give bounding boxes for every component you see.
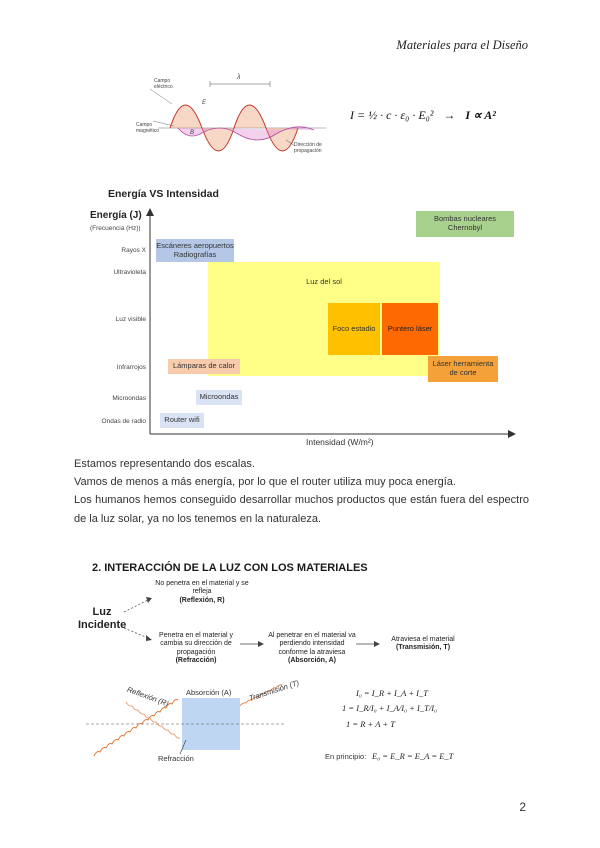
magnetic-field-label: Campo magnético: [136, 122, 160, 134]
refraccion-label: Refracción: [158, 754, 194, 763]
paragraph-1: Estamos representando dos escalas.: [74, 458, 255, 470]
refraccion-note-bold: (Refracción): [175, 657, 217, 665]
box-foco-estadio: Foco estadio: [328, 303, 380, 355]
chart-title: Energía VS Intensidad: [108, 188, 219, 200]
paragraph-2: Vamos de menos a más energía, por lo que el router utiliza muy poca energía.: [74, 476, 456, 488]
y-tick-luz-visible: Luz visible: [115, 316, 146, 323]
e-vector-label: E: [202, 100, 207, 106]
box-bombas-nucleares: Bombas nucleares Chernobyl: [416, 211, 514, 237]
paragraph-3: Los humanos hemos conseguido desarrollar muchos productos que están fuera del espectro de la luz solar, ya no los tenemos en la naturaleza.: [74, 494, 529, 525]
interaction-diagram: [70, 576, 510, 676]
electric-field-label: Campo eléctrico: [154, 78, 173, 90]
energy-intensity-chart: [86, 208, 526, 452]
x-axis-label: Intensidad (W/m²): [306, 437, 374, 447]
eq-intensity-sum: I₀ = I_R + I_A + I_T: [356, 688, 428, 698]
refraccion-note-text: Penetra en el material y cambia su dirección de propagación: [159, 632, 233, 656]
box-laser-corte: Láser herramienta de corte: [428, 356, 498, 382]
box-escaneres: Escáneres aeropuertos Radiografías: [156, 239, 234, 262]
box-router-wifi: Router wifi: [160, 413, 204, 428]
y-axis-label: Energía (J): [90, 210, 142, 221]
transmision-note: [382, 636, 464, 653]
propagation-label: Dirección de propagación: [294, 142, 322, 154]
box-lamparas-calor: Lámparas de calor: [168, 359, 240, 374]
en-principio-label: En principio:: [325, 752, 367, 761]
y-tick-ondas-radio: Ondas de radio: [101, 418, 146, 425]
luz-incidente-label: Luz Incidente: [78, 606, 127, 631]
eq-energy: E₀ = E_R = E_A = E_T: [372, 751, 454, 761]
reflexion-label: Reflexión (R): [125, 684, 170, 709]
y-tick-ultravioleta: Ultravioleta: [113, 269, 146, 276]
box-puntero-laser: Puntero láser: [382, 303, 438, 355]
running-header: Materiales para el Diseño: [396, 38, 528, 52]
y-tick-microondas: Microondas: [112, 395, 146, 402]
refraccion-note: [150, 632, 242, 666]
absorcion-note-bold: (Absorción, A): [288, 657, 336, 665]
section-heading: 2. INTERACCIÓN DE LA LUZ CON LOS MATERIALES: [92, 562, 368, 574]
reflexion-note-bold: (Reflexión, R): [179, 596, 225, 604]
em-wave-figure: [136, 74, 330, 164]
absorcion-note-text: Al penetrar en el material va perdiendo intensidad conforme la atraviesa: [268, 632, 356, 656]
transmision-label: Transmisión (T): [247, 678, 301, 703]
luz-sol-label: Luz del sol: [306, 277, 342, 286]
absorcion-note: [266, 632, 358, 666]
y-tick-infrarrojos: Infrarrojos: [116, 364, 146, 371]
box-microondas: Microondas: [196, 390, 242, 405]
transmision-note-text: Atraviesa el material: [391, 636, 455, 643]
b-vector-label: B: [190, 130, 195, 136]
intensity-formula: [350, 108, 496, 123]
page-number: 2: [519, 800, 526, 814]
formula-proportional: I ∝ A²: [465, 108, 496, 122]
eq-rat: 1 = R + A + T: [346, 719, 396, 729]
transmision-note-bold: (Transmisión, T): [395, 644, 451, 652]
reflexion-note: [154, 580, 250, 605]
reflexion-note-text: No penetra en el material y se refleja: [155, 580, 249, 596]
eq-normalized: 1 = I_R/I₀ + I_A/I₀ + I_T/I₀: [342, 703, 438, 713]
absorcion-label: Absorción (A): [186, 688, 232, 697]
light-material-figure: [86, 680, 326, 770]
y-tick-rayos-x: Rayos X: [121, 247, 146, 254]
lambda-label: λ: [237, 74, 241, 81]
formula-expression: I = ½ · c · ε₀ · E₀²: [350, 108, 434, 122]
y-axis-sublabel: (Frecuencia (Hz)): [90, 225, 141, 232]
formula-arrow: →: [443, 108, 456, 122]
